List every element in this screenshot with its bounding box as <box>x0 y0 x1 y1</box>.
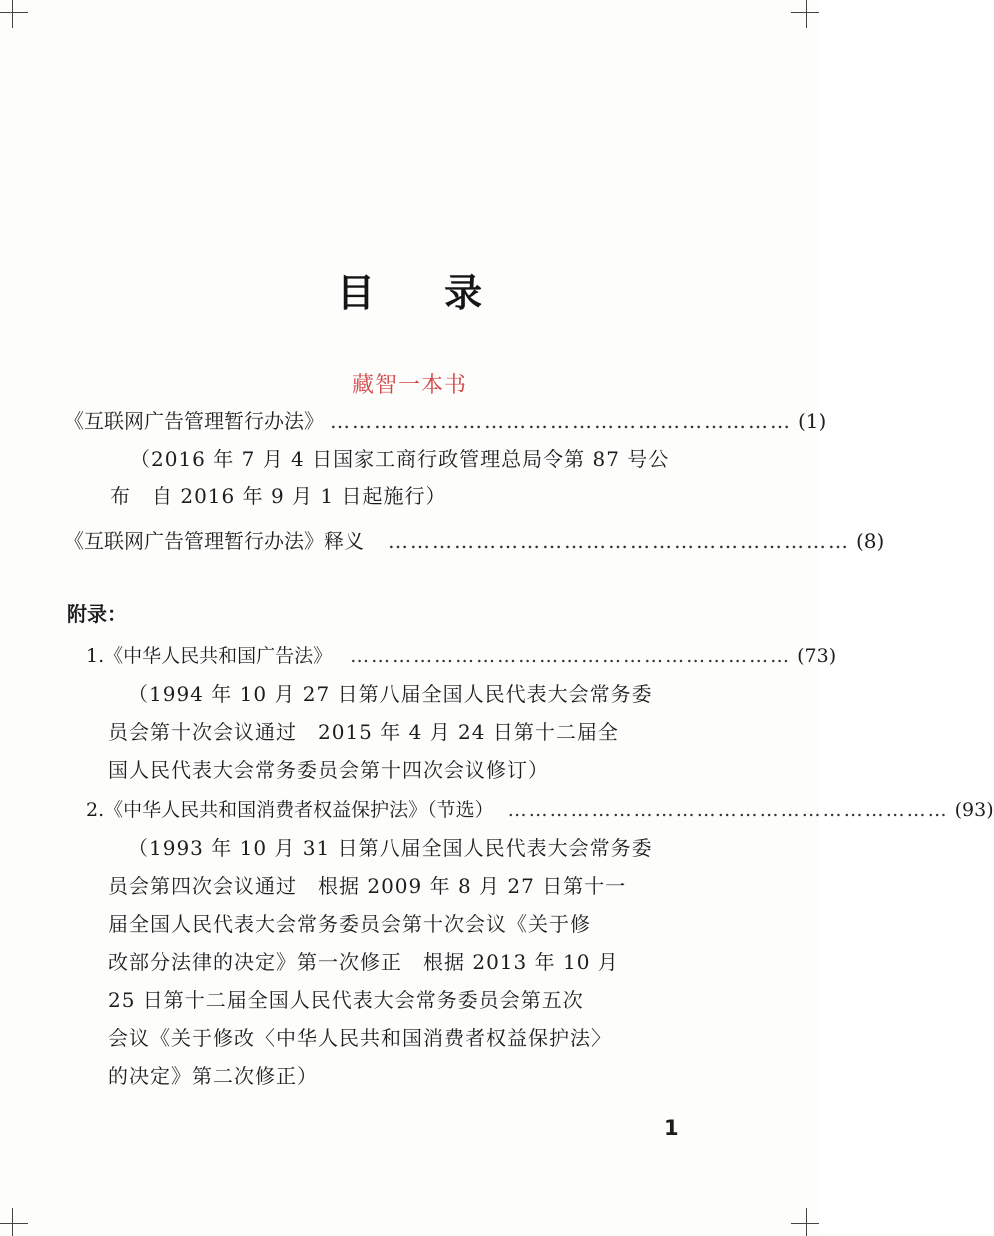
appendix-entry[interactable] <box>86 796 994 824</box>
appendix-entry-page: (93) <box>954 799 994 821</box>
appendix-entry[interactable] <box>86 642 837 670</box>
watermark-text: 藏智一本书 <box>351 373 467 398</box>
toc-entry-title: 《互联网广告管理暂行办法》释义 <box>64 529 364 553</box>
toc-entry-note: （2016 年 7 月 4 日国家工商行政管理总局令第 87 号公 <box>130 447 670 471</box>
leader-dots: ……………………………………………………… <box>507 799 949 821</box>
page-title: 目 录 <box>336 270 511 315</box>
appendix-entry-page: (73) <box>797 645 837 667</box>
appendix-entry-note: 会议《关于修改〈中华人民共和国消费者权益保护法〉 <box>108 1026 612 1050</box>
appendix-entry-note: 届全国人民代表大会常务委员会第十次会议《关于修 <box>108 912 591 936</box>
leader-dots: ……………………………………………………… <box>330 409 792 433</box>
crop-mark <box>806 0 807 28</box>
appendix-entry-note: 员会第四次会议通过 根据 2009 年 8 月 27 日第十一 <box>108 874 627 898</box>
appendix-entry-note: 国人民代表大会常务委员会第十四次会议修订） <box>108 758 549 782</box>
leader-dots: ……………………………………………………… <box>388 529 850 553</box>
appendix-label: 附录： <box>67 602 127 626</box>
crop-mark <box>0 12 28 13</box>
page-number: 1 <box>664 1116 679 1140</box>
appendix-entry-note: 的决定》第二次修正） <box>108 1064 318 1088</box>
appendix-entry-title: 2.《中华人民共和国消费者权益保护法》（节选） <box>86 799 494 821</box>
appendix-entry-note: 员会第十次会议通过 2015 年 4 月 24 日第十二届全 <box>108 720 619 744</box>
toc-entry-note: 布 自 2016 年 9 月 1 日起施行） <box>110 484 447 508</box>
crop-mark <box>806 1208 807 1236</box>
appendix-entry-title: 1.《中华人民共和国广告法》 <box>86 645 333 667</box>
crop-mark <box>12 0 13 28</box>
toc-entry[interactable] <box>64 407 827 435</box>
leader-dots: ……………………………………………………… <box>350 645 792 667</box>
appendix-entry-note: 25 日第十二届全国人民代表大会常务委员会第五次 <box>108 988 584 1012</box>
appendix-entry-note: （1994 年 10 月 27 日第八届全国人民代表大会常务委 <box>128 682 653 706</box>
appendix-entry-note: 改部分法律的决定》第一次修正 根据 2013 年 10 月 <box>108 950 619 974</box>
toc-entry[interactable] <box>64 527 885 555</box>
crop-mark <box>791 12 819 13</box>
crop-mark <box>12 1208 13 1236</box>
toc-entry-title: 《互联网广告管理暂行办法》 <box>64 409 324 433</box>
crop-mark <box>0 1223 28 1224</box>
crop-mark <box>791 1223 819 1224</box>
toc-entry-page: (1) <box>798 409 827 433</box>
appendix-entry-note: （1993 年 10 月 31 日第八届全国人民代表大会常务委 <box>128 836 653 860</box>
toc-entry-page: (8) <box>856 529 885 553</box>
